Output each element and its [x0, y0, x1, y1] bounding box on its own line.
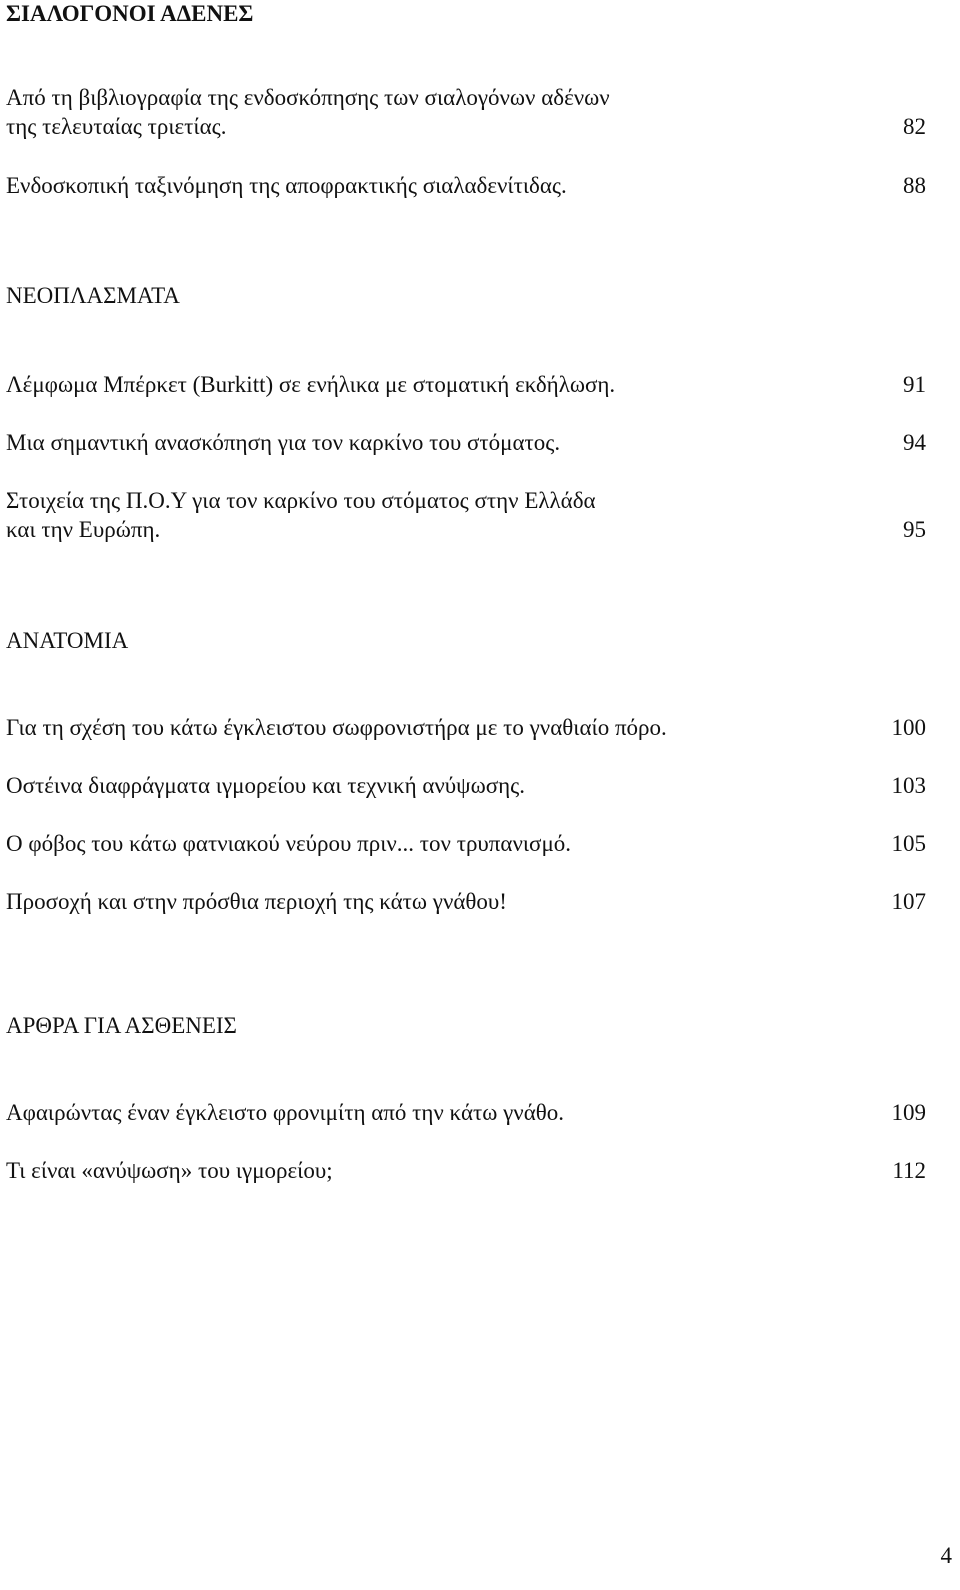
toc-entry-title-line: και την Ευρώπη.: [6, 517, 161, 542]
toc-entry-page-number: 107: [891, 889, 926, 914]
toc-entry-title-line: της τελευταίας τριετίας.: [6, 114, 227, 139]
toc-entry: [6, 887, 926, 916]
toc-entry: [6, 428, 926, 457]
toc-entry-page-number: 88: [903, 173, 926, 198]
page-number: 4: [940, 1543, 952, 1568]
toc-entry: [6, 171, 926, 200]
toc-entry-page-number: 82: [903, 114, 926, 139]
toc-entry-title-line: Προσοχή και στην πρόσθια περιοχή της κάτω γνάθου!: [6, 889, 507, 914]
section-heading-salivary-glands: ΣΙΑΛΟΓΟΝΟΙ ΑΔΕΝΕΣ: [6, 1, 254, 26]
toc-entry-title-line: Οστέινα διαφράγματα ιγμορείου και τεχνική ανύψωσης.: [6, 773, 526, 798]
toc-entry-page-number: 103: [891, 773, 926, 798]
toc-entry-page-number: 105: [891, 831, 926, 856]
toc-entry: [6, 83, 926, 141]
toc-entry: [6, 713, 926, 742]
toc-entry-title-line: Λέμφωμα Μπέρκετ (Burkitt) σε ενήλικα με στοματική εκδήλωση.: [6, 372, 616, 397]
section-heading-anatomy: ΑΝΑΤΟΜΙΑ: [6, 628, 129, 653]
toc-entry-title-line: Ενδοσκοπική ταξινόμηση της αποφρακτικής σιαλαδενίτιδας.: [6, 173, 567, 198]
toc-entry-page-number: 91: [903, 372, 926, 397]
toc-entry: [6, 1156, 926, 1185]
toc-entry-title-line: Για τη σχέση του κάτω έγκλειστου σωφρονιστήρα με το γναθιαίο πόρο.: [6, 715, 667, 740]
toc-entry-page-number: 109: [891, 1100, 926, 1125]
section-heading-neoplasms: ΝΕΟΠΛΑΣΜΑΤΑ: [6, 283, 180, 308]
toc-entry-page-number: 95: [903, 517, 926, 542]
toc-entry: [6, 1098, 926, 1127]
toc-entry-title-line: Μια σημαντική ανασκόπηση για τον καρκίνο του στόματος.: [6, 430, 561, 455]
toc-entry-title-line: Αφαιρώντας έναν έγκλειστο φρονιμίτη από την κάτω γνάθο.: [6, 1100, 565, 1125]
section-heading-patient-articles: ΑΡΘΡΑ ΓΙΑ ΑΣΘΕΝΕΙΣ: [6, 1013, 237, 1038]
toc-entry-title-line: Από τη βιβλιογραφία της ενδοσκόπησης των σιαλογόνων αδένων: [6, 85, 610, 110]
toc-entry-title-line: Ο φόβος του κάτω φατνιακού νεύρου πριν... τον τρυπανισμό.: [6, 831, 572, 856]
toc-entry-title-line: Στοιχεία της Π.Ο.Υ για τον καρκίνο του στόματος στην Ελλάδα: [6, 488, 596, 513]
toc-entry: [6, 486, 926, 544]
toc-entry: [6, 771, 926, 800]
toc-entry-title-line: Τι είναι «ανύψωση» του ιγμορείου;: [6, 1158, 333, 1183]
toc-entry: [6, 370, 926, 399]
toc-entry: [6, 829, 926, 858]
toc-entry-page-number: 94: [903, 430, 926, 455]
toc-entry-page-number: 112: [892, 1158, 926, 1183]
toc-entry-page-number: 100: [891, 715, 926, 740]
